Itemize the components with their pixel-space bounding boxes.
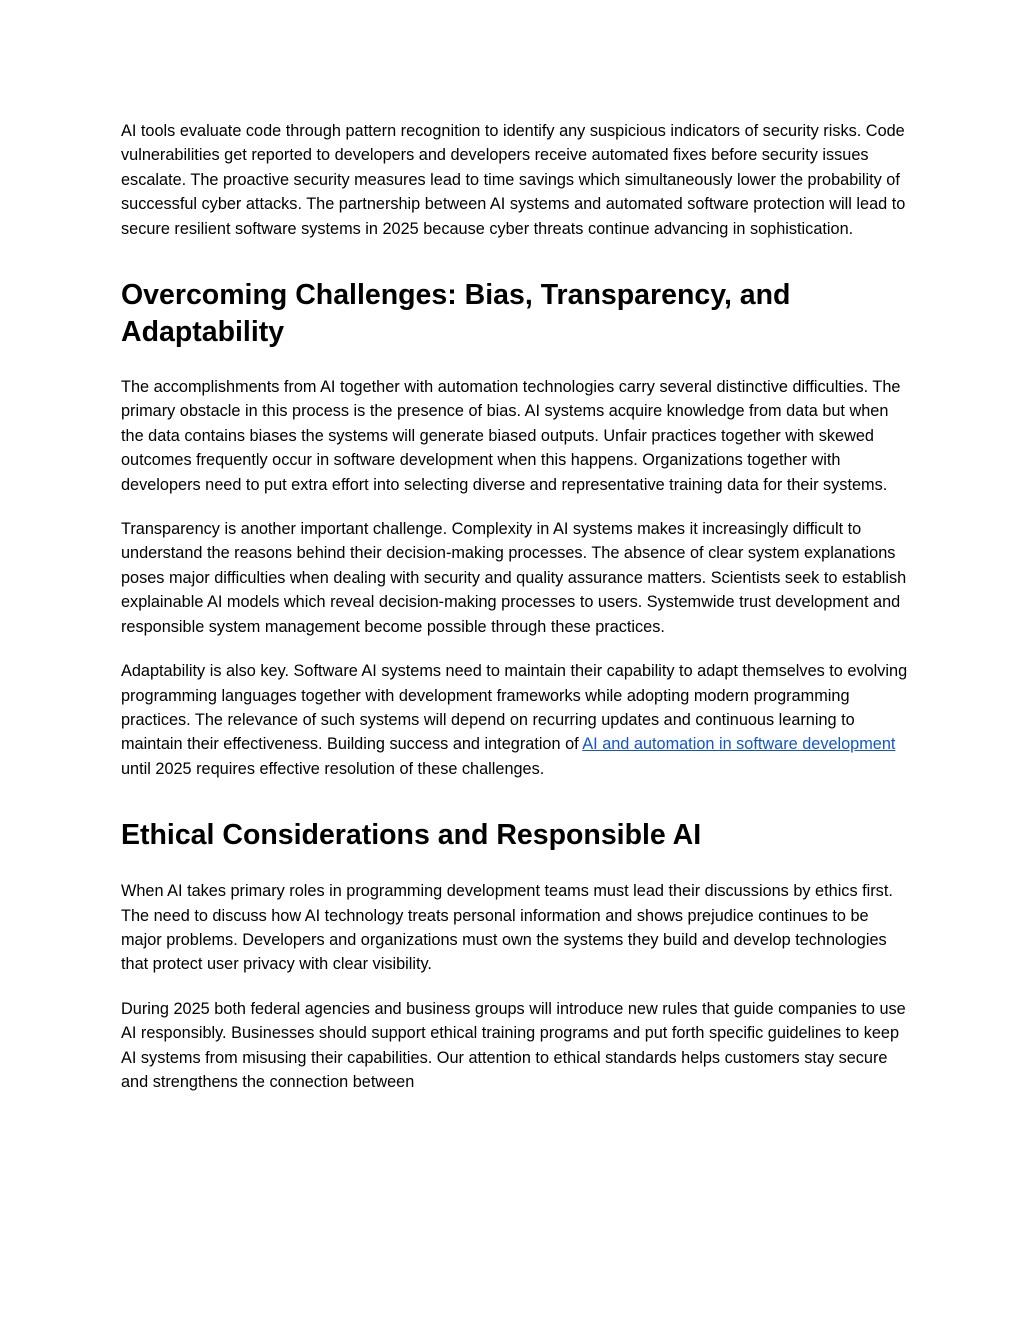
document-page (121, 119, 911, 1094)
paragraph-ethics-regulation: During 2025 both federal agencies and business groups will introduce new rules that guide companies to use AI responsibly. Businesses should support ethical training programs and put forth specific guidelines to keep AI systems from misusing their capabilities. Our attention to ethical standards helps customers stay secure and strengthens the connection between (121, 999, 906, 1091)
heading-ethical-considerations: Ethical Considerations and Responsible AI (121, 819, 702, 852)
intro-paragraph: AI tools evaluate code through pattern recognition to identify any suspicious indicators of security risks. Code vulnerabilities get reported to developers and developers receive automated fixes before security issues escalate. The proactive security measures lead to time savings which simultaneously lower the probability of successful cyber attacks. The partnership between AI systems and automated software protection will lead to secure resilient software systems in 2025 because cyber threats continue advancing in sophistication. (121, 122, 906, 238)
paragraph-adaptability-text-end: until 2025 requires effective resolution of these challenges. (121, 759, 545, 778)
paragraph-adaptability-text-start: Adaptability is also key. Software AI systems need to maintain their capability to adapt themselves to evolving programming languages together with development frameworks while adopting modern programming practices. The relevance of such systems will depend on recurring updates and continuous learning to maintain their effectiveness. Building success and integration of (121, 662, 908, 754)
paragraph-bias: The accomplishments from AI together with automation technologies carry several distinctive difficulties. The primary obstacle in this process is the presence of bias. AI systems acquire knowledge from data but when the data contains biases the systems will generate biased outputs. Unfair practices together with skewed outcomes frequently occur in software development when this happens. Organizations together with developers need to put extra effort into selecting diverse and representative training data for their systems. (121, 378, 901, 494)
heading-overcoming-challenges: Overcoming Challenges: Bias, Transparency, and Adaptability (121, 279, 791, 349)
ai-automation-link[interactable]: AI and automation in software development (582, 735, 896, 754)
paragraph-ethics-roles: When AI takes primary roles in programming development teams must lead their discussions by ethics first. The need to discuss how AI technology treats personal information and shows prejudice continues to be major problems. Developers and organizations must own the systems they build and develop technologies that protect user privacy with clear visibility. (121, 882, 893, 974)
paragraph-adaptability (121, 659, 911, 781)
paragraph-transparency: Transparency is another important challenge. Complexity in AI systems makes it increasingly difficult to understand the reasons behind their decision-making processes. The absence of clear system explanations poses major difficulties when dealing with security and quality assurance matters. Scientists seek to establish explainable AI models which reveal decision-making processes to users. Systemwide trust development and responsible system management become possible through these practices. (121, 520, 907, 636)
